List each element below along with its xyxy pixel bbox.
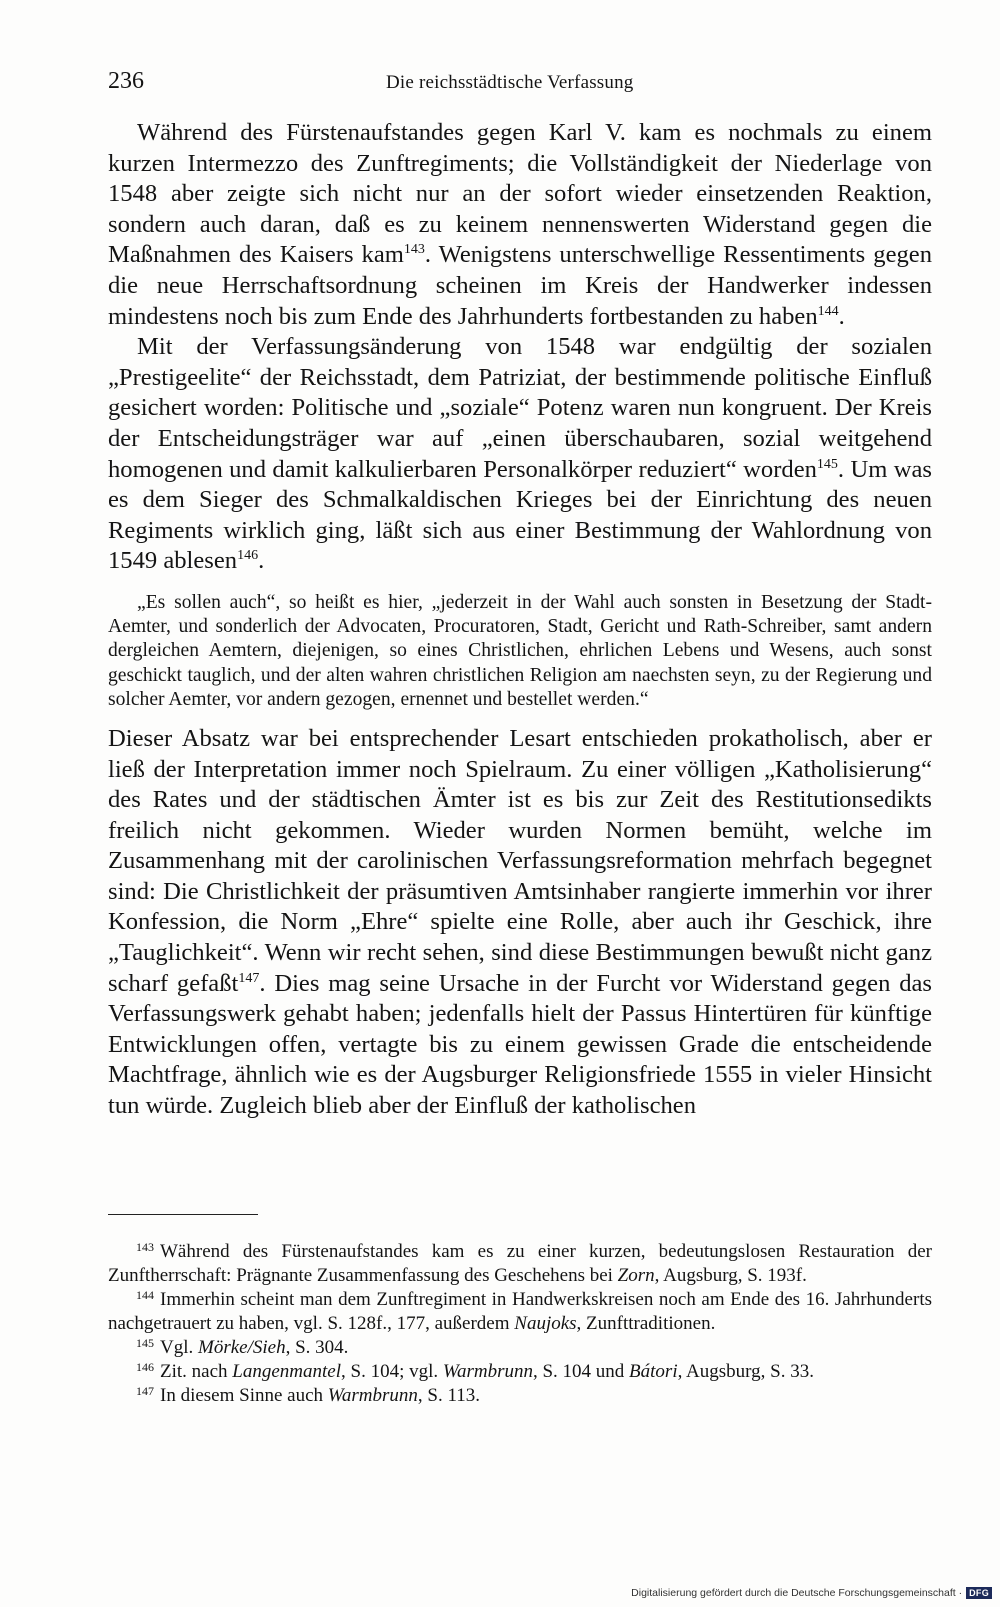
paragraph-1 [108,118,932,332]
footnote-author: Langenmantel [232,1361,341,1382]
footnote-author: Bátori [629,1361,678,1382]
footnote-text: Vgl. [160,1337,198,1358]
footnote-number: 146 [136,1360,154,1374]
footnote-147 [108,1384,932,1408]
footnote-146 [108,1360,932,1384]
footnote-text: Während des Fürstenaufstandes kam es zu einer kurzen, bedeutungslosen Restauration der Zunftherrschaft: Prägnante Zusammenfassung des Geschehens bei [108,1241,932,1286]
footnote-text: , Augsburg, S. 33. [677,1361,814,1382]
page-header [108,68,908,98]
footnote-ref-144: 144 [817,303,839,319]
paragraph-2-text-b: . Um was es dem Sieger des Schmalkaldischen Krieges bei der Einrichtung des neuen Regiments wirklich ging, läßt sich aus einer Bestimmung der Wahlordnung von 1549 ablesen [108,455,932,575]
digitization-credit-text: Digitalisierung gefördert durch die Deutsche Forschungsgemeinschaft · [631,1587,963,1599]
footnote-author: Naujoks [514,1313,577,1334]
footnote-ref-145: 145 [816,456,838,472]
page-number: 236 [108,68,144,94]
footnote-144 [108,1288,932,1336]
footnote-text: In diesem Sinne auch [160,1385,328,1406]
footnote-number: 144 [136,1288,154,1302]
paragraph-1-text-c: . [838,302,845,330]
footnote-number: 147 [136,1384,154,1398]
running-head: Die reichsstädtische Verfassung [386,72,634,93]
footnote-divider [108,1214,258,1215]
footnote-text: , S. 113. [417,1385,481,1406]
paragraph-3-text-a: Dieser Absatz war bei entsprechender Lesart entschieden prokatholisch, aber er ließ der Interpretation immer noch Spielraum. Zu einer völligen „Katholisierung“ des Rates und der städtischen Ämter ist es bis zur Zeit des Restitutionsedikts freilich nicht gekommen. Wieder wurden Normen bemüht, welche im Zusammenhang mit der carolinischen Verfassungsreformation mehrfach begegnet sind: Die Christlichkeit der präsumtiven Amtsinhaber rangierte immerhin vor ihrer Konfession, die Norm „Ehre“ spielte eine Rolle, aber auch ihr Geschick, ihre „Tauglichkeit“. Wenn wir recht sehen, sind diese Bestimmungen bewußt nicht ganz scharf gefaßt [108,724,932,997]
footnotes [108,1240,932,1408]
main-text [108,118,932,1122]
footnote-author: Warmbrunn [327,1385,418,1406]
footnote-text: , Augsburg, S. 193f. [654,1265,807,1286]
footnote-author: Warmbrunn [442,1361,533,1382]
paragraph-2-text-a: Mit der Verfassungsänderung von 1548 war endgültig der sozialen „Prestigeelite“ der Reichsstadt, dem Patriziat, der bestimmende politische Einfluß gesichert worden: Politische und „soziale“ Potenz waren nun kongruent. Der Kreis der Entscheidungsträger war auf „einen überschaubaren, sozial weitgehend homogenen und damit kalkulierbaren Personalkörper reduziert“ worden [108,333,932,483]
paragraph-2-text-c: . [258,547,265,575]
footnote-number: 145 [136,1336,154,1350]
footnote-text: , S. 104 und [532,1361,630,1382]
paragraph-3-text-b: . Dies mag seine Ursache in der Furcht vor Widerstand gegen das Verfassungswerk gehabt haben; jedenfalls hielt der Passus Hintertüren für künftige Entwicklungen offen, vertagte bis zu einem gewissen Grade die entscheidende Machtfrage, ähnlich wie es der Augsburger Religionsfriede 1555 in vieler Hinsicht tun würde. Zugleich blieb aber der Einfluß der katholischen [108,969,932,1120]
footnote-ref-143: 143 [403,242,425,258]
footnote-text: , Zunfttraditionen. [576,1313,716,1334]
footnote-text: , S. 304. [285,1337,349,1358]
footnote-143 [108,1240,932,1288]
paragraph-2 [108,332,932,577]
block-quote: „Es sollen auch“, so heißt es hier, „jederzeit in der Wahl auch sonsten in Besetzung der Stadt-Aemter, und sonderlich der Advocaten, Procuratoren, Stadt, Gericht und Rath-Schreiber, samt andern dergleichen Aemtern, diejenigen, so eines Christlichen, ehrlichen Lebens und Wesens, auch sonst geschickt tauglich, und der alten wahren christlichen Religion am naechsten seyn, zu der Regierung und solcher Aemter, vor andern gezogen, ernennet und bestellet werden.“ [108,591,932,710]
paragraph-1-text-a: Während des Fürstenaufstandes gegen Karl V. kam es nochmals zu einem kurzen Intermezzo des Zunftregiments; die Vollständigkeit der Niederlage von 1548 aber zeigte sich nicht nur an der sofort wieder einsetzenden Reaktion, sondern auch daran, daß es zu keinem nennenswerten Widerstand gegen die Maßnahmen des Kaisers kam [108,119,932,269]
digitization-credit [631,1586,992,1600]
footnote-ref-146: 146 [237,548,259,564]
footnote-author: Mörke/Sieh [198,1337,286,1358]
footnote-number: 143 [136,1240,154,1254]
footnote-author: Zorn [617,1265,655,1286]
footnote-text: Zit. nach [160,1361,233,1382]
footnote-ref-147: 147 [238,970,260,986]
footnote-145 [108,1336,932,1360]
footnote-text: Immerhin scheint man dem Zunftregiment in Handwerkskreisen noch am Ende des 16. Jahrhunderts nachgetrauert zu haben, vgl. S. 128f., 177, außerdem [108,1289,932,1334]
paragraph-1-text-b: . Wenigstens unterschwellige Ressentiments gegen die neue Herrschaftsordnung scheinen im Kreis der Handwerker indessen mindestens noch bis zum Ende des Jahrhunderts fortbestanden zu haben [108,241,932,330]
footnote-text: , S. 104; vgl. [341,1361,443,1382]
paragraph-3 [108,724,932,1122]
dfg-logo: DFG [966,1587,992,1599]
